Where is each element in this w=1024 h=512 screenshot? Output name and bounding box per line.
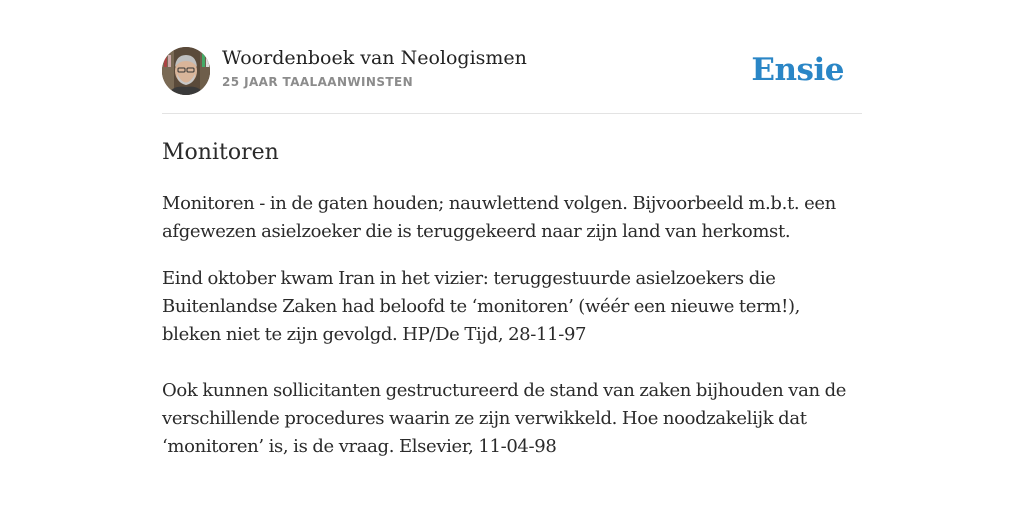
author-portrait-image bbox=[162, 47, 210, 95]
article-card bbox=[162, 0, 862, 512]
author-name[interactable]: Woordenboek van Neologismen bbox=[222, 47, 527, 69]
citation-paragraph: Ook kunnen sollicitanten gestructureerd de stand van zaken bijhouden van de verschillende procedures waarin ze zijn verwikkeld. Hoe noodzakelijk dat ‘monitoren’ is, is de vraag. Elsevier, 11-04-98 bbox=[162, 380, 847, 457]
citation-paragraph: Eind oktober kwam Iran in het vizier: teruggestuurde asielzoekers die Buitenlandse Zaken had beloofd te ‘monitoren’ (wéér een nieuwe term!), bleken niet te zijn gevolgd. HP/De Tijd, 28-11-97 bbox=[162, 268, 801, 345]
brand-logo[interactable]: Ensie bbox=[751, 52, 844, 88]
page-title: Monitoren bbox=[162, 140, 279, 165]
author-tagline: 25 JAAR TAALAANWINSTEN bbox=[222, 75, 414, 89]
header bbox=[162, 46, 862, 96]
header-divider bbox=[162, 113, 862, 114]
definition-paragraph: Monitoren - in de gaten houden; nauwlettend volgen. Bijvoorbeeld m.b.t. een afgewezen asielzoeker die is teruggekeerd naar zijn land van herkomst. bbox=[162, 193, 836, 242]
avatar[interactable] bbox=[162, 47, 210, 95]
